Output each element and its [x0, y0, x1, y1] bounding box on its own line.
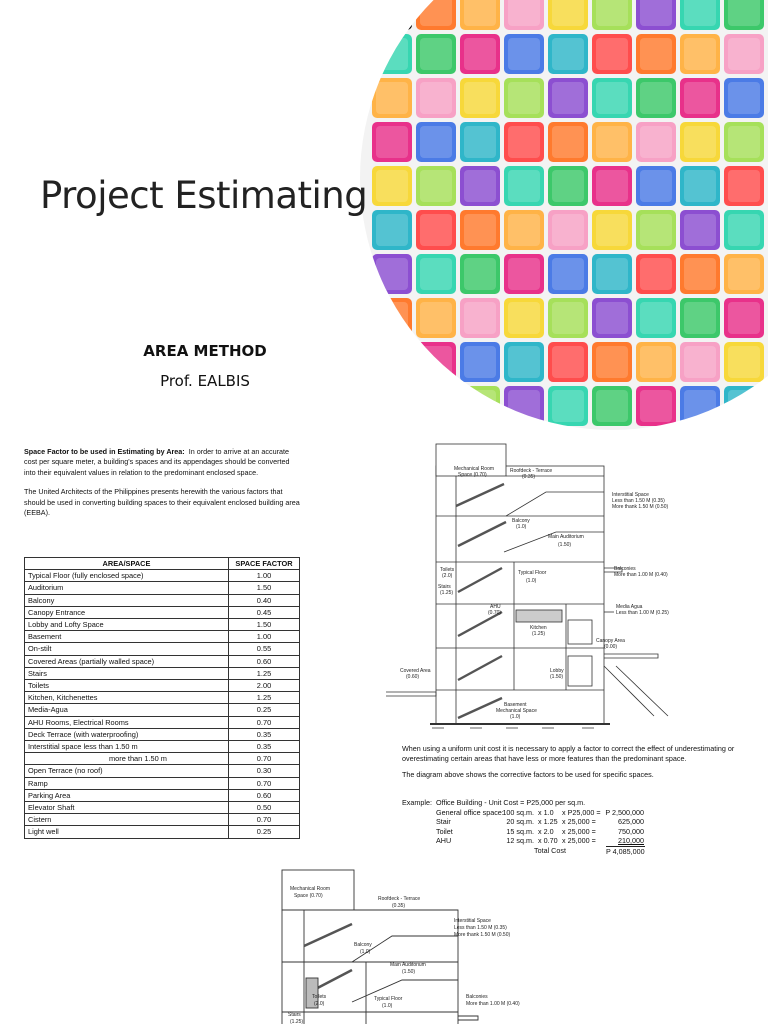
diagram2-label-balcony: Balcony [354, 942, 372, 948]
space-factor-cell: 0.70 [229, 716, 300, 728]
color-block-highlight [464, 214, 496, 246]
example-total-value: P 4,085,000 [606, 846, 645, 856]
color-block-highlight [464, 126, 496, 158]
color-block-highlight [508, 126, 540, 158]
color-block-highlight [464, 82, 496, 114]
color-block-highlight [728, 214, 760, 246]
diagram-label-covered: Covered Area [400, 668, 431, 674]
color-block-highlight [376, 82, 408, 114]
diagram-label-main-aud-factor: (1.50) [558, 542, 572, 548]
diagram-label-main-aud: Main Auditorium [548, 534, 584, 540]
table-row [25, 704, 300, 716]
diagram2-label-toilets: Toilets [312, 994, 327, 1000]
color-block-highlight [684, 346, 716, 378]
example-factor: x 1.25 [538, 817, 558, 827]
diagram-label-toilets: Toilets [440, 567, 455, 573]
diagram2-label-mech-factor: Space (0.70) [294, 893, 323, 899]
diagram-label-toilets-factor: (2.0) [442, 573, 453, 579]
example-space: General office space: [436, 807, 504, 817]
space-factor-cell: 0.25 [229, 704, 300, 716]
diagram-label-mech-factor: Space (0.70) [458, 472, 487, 478]
color-block-highlight [420, 82, 452, 114]
example-row [402, 817, 762, 827]
diagram2-label-typical-floor: Typical Floor [374, 996, 403, 1002]
diagram2-label-toilets-factor: (2.0) [314, 1001, 325, 1007]
table-row [25, 789, 300, 801]
diagram2-label-balcony-factor: (1.0) [360, 949, 371, 955]
example-row [402, 808, 762, 818]
color-block-highlight [552, 170, 584, 202]
color-block-highlight [464, 346, 496, 378]
diagram-label-typical-floor: Typical Floor [518, 570, 547, 576]
example-cost: x 25,000 = [562, 836, 596, 846]
color-block-highlight [684, 126, 716, 158]
color-block-highlight [596, 258, 628, 290]
explain-paragraph-2: The diagram above shows the corrective factors to be used for specific spaces. [402, 769, 654, 779]
color-block-highlight [640, 214, 672, 246]
diagram-label-kitchen-factor: (1.25) [532, 631, 546, 637]
space-factor-cell: 0.30 [229, 765, 300, 777]
example-factor: x 0.70 [538, 836, 558, 846]
space-factor-cell: 0.55 [229, 643, 300, 655]
color-block-highlight [728, 170, 760, 202]
diagram-label-interstitial-less: Less than 1.50 M (0.35) [612, 498, 665, 504]
diagram-label-lobby-factor: (1.50) [550, 674, 564, 680]
diagram-label-ahu-factor: (0.70) [488, 610, 502, 616]
table-row [25, 570, 300, 582]
area-space-cell: Kitchen, Kitchenettes [25, 692, 229, 704]
space-factor-cell: 1.50 [229, 582, 300, 594]
color-block-highlight [508, 38, 540, 70]
color-block-highlight [596, 38, 628, 70]
table-row [25, 765, 300, 777]
example-row [402, 827, 762, 837]
table-row [25, 619, 300, 631]
diagram-label-basement: Basement [504, 702, 527, 708]
diagram-label-ahu: AHU [490, 604, 501, 610]
area-space-cell: Covered Areas (partially walled space) [25, 655, 229, 667]
color-block-highlight [464, 38, 496, 70]
example-cost: x 25,000 = [562, 826, 596, 836]
area-space-cell: AHU Rooms, Electrical Rooms [25, 716, 229, 728]
area-space-cell: more than 1.50 m [25, 753, 229, 765]
diagram2-label-balconies-more: More than 1.00 M (0.40) [466, 1001, 520, 1007]
table-row [25, 655, 300, 667]
space-factor-cell: 1.25 [229, 692, 300, 704]
color-block-highlight [728, 38, 760, 70]
space-factor-cell: 2.00 [229, 680, 300, 692]
space-factor-cell: 0.50 [229, 802, 300, 814]
diagram-label-interstitial: Interstitial Space [612, 492, 649, 498]
title-slide [0, 0, 768, 432]
example-heading: Example: [402, 798, 432, 807]
space-factor-cell: 0.35 [229, 741, 300, 753]
color-block-highlight [420, 170, 452, 202]
diagram2-label-interstitial: Interstitial Space [454, 918, 491, 924]
table-row [25, 692, 300, 704]
color-block-highlight [684, 0, 716, 26]
example-area: 15 sq.m. [506, 826, 534, 836]
color-block-highlight [420, 258, 452, 290]
color-block-highlight [508, 170, 540, 202]
building-section-diagram [386, 436, 672, 736]
area-space-cell: Toilets [25, 680, 229, 692]
color-block-highlight [596, 170, 628, 202]
example-factor: x 2.0 [538, 826, 554, 836]
diagram-label-roofdeck-factor: (0.35) [522, 474, 536, 480]
color-block-highlight [596, 0, 628, 26]
header-space-factor: SPACE FACTOR [229, 558, 300, 570]
color-block-highlight [420, 38, 452, 70]
color-block-highlight [684, 170, 716, 202]
color-block-highlight [684, 38, 716, 70]
color-block-highlight [684, 302, 716, 334]
diagram-label-balconies: Balconies [614, 566, 636, 572]
color-block-highlight [728, 302, 760, 334]
diagram-label-stairs-factor: (1.25) [440, 590, 454, 596]
example-space: Toilet [436, 826, 453, 836]
space-factor-cell: 0.45 [229, 606, 300, 618]
color-block-highlight [640, 0, 672, 26]
slide-title: Project Estimating [40, 174, 368, 217]
diagram2-label-stairs-factor: (1.25) [290, 1019, 304, 1024]
table-row [25, 741, 300, 753]
space-factor-cell: 0.70 [229, 753, 300, 765]
area-space-cell: On-stilt [25, 643, 229, 655]
area-space-cell: Auditorium [25, 582, 229, 594]
intro-paragraph-2: The United Architects of the Philippines presents herewith the various factors that should be used in converting building spaces to their equivalent enclosed building area (EEBA). [24, 487, 300, 518]
color-block-highlight [728, 82, 760, 114]
table-header-row [25, 558, 300, 570]
color-block-highlight [552, 126, 584, 158]
color-block-highlight [420, 302, 452, 334]
space-factor-cell: 0.40 [229, 594, 300, 606]
color-block-highlight [728, 258, 760, 290]
diagram-label-media-agua: Media Agua [616, 604, 643, 610]
diagram-label-mech: Mechanical Room [454, 466, 495, 472]
color-block-highlight [640, 38, 672, 70]
color-block-highlight [640, 170, 672, 202]
color-block-highlight [376, 214, 408, 246]
diagram-label-balcony-factor: (1.0) [516, 524, 527, 530]
color-block-highlight [596, 126, 628, 158]
color-block-highlight [464, 258, 496, 290]
color-block-highlight [552, 214, 584, 246]
area-space-cell: Light well [25, 826, 229, 838]
diagram-label-balcony: Balcony [512, 518, 530, 524]
color-block-highlight [596, 346, 628, 378]
example-space: AHU [436, 836, 452, 846]
color-block-highlight [464, 0, 496, 26]
diagram-label-interstitial-more: More thank 1.50 M (0.50) [612, 504, 669, 510]
color-block-highlight [728, 0, 760, 26]
color-block-highlight [596, 82, 628, 114]
space-factor-cell: 0.60 [229, 789, 300, 801]
color-block-highlight [552, 38, 584, 70]
color-block-highlight [552, 390, 584, 422]
color-block-highlight [464, 170, 496, 202]
slide-subtitle: AREA METHOD [143, 342, 267, 360]
diagram2-label-interstitial-less: Less than 1.50 M (0.35) [454, 925, 507, 931]
table-row [25, 667, 300, 679]
table-row [25, 802, 300, 814]
example-total: 750,000 [618, 826, 644, 836]
area-space-cell: Parking Area [25, 789, 229, 801]
space-factor-table [24, 557, 300, 839]
diagram2-label-roofdeck-factor: (0.35) [392, 903, 406, 909]
space-factor-cell: 1.00 [229, 631, 300, 643]
table-row [25, 753, 300, 765]
color-block-highlight [640, 258, 672, 290]
diagram2-label-main-aud-factor: (1.50) [402, 969, 416, 975]
space-factor-cell: 0.70 [229, 777, 300, 789]
area-space-cell: Basement [25, 631, 229, 643]
area-space-cell: Ramp [25, 777, 229, 789]
color-block-highlight [508, 0, 540, 26]
color-block-highlight [508, 302, 540, 334]
example-cost: x 25,000 = [562, 817, 596, 827]
diagram-label-basement-mech: Mechanical Space [496, 708, 537, 714]
color-block-highlight [596, 302, 628, 334]
space-factor-cell: 0.60 [229, 655, 300, 667]
space-factor-cell: 0.25 [229, 826, 300, 838]
explanation-text [402, 744, 754, 785]
area-space-cell: Deck Terrace (with waterproofing) [25, 728, 229, 740]
example-total: 625,000 [618, 817, 644, 827]
color-block-highlight [640, 346, 672, 378]
table-row [25, 728, 300, 740]
diagram-label-balconies-more: More than 1.00 M (0.40) [614, 572, 668, 578]
building-section-diagram-repeat [226, 866, 526, 1024]
color-block-highlight [596, 214, 628, 246]
table-row [25, 777, 300, 789]
diagram-label-basement-factor: (1.0) [510, 714, 521, 720]
table-row [25, 814, 300, 826]
diagram2-label-mech: Mechanical Room [290, 886, 331, 892]
table-row [25, 606, 300, 618]
color-block-highlight [728, 346, 760, 378]
area-space-cell: Open Terrace (no roof) [25, 765, 229, 777]
color-block-highlight [508, 214, 540, 246]
area-space-cell: Interstitial space less than 1.50 m [25, 741, 229, 753]
diagram2-label-interstitial-more: More thank 1.50 M (0.50) [454, 932, 511, 938]
color-block-highlight [552, 82, 584, 114]
table-row [25, 826, 300, 838]
table-row [25, 631, 300, 643]
intro-text [24, 447, 300, 527]
color-block-highlight [508, 258, 540, 290]
table-row [25, 643, 300, 655]
space-factor-cell: 1.50 [229, 619, 300, 631]
slide-author: Prof. EALBIS [160, 372, 250, 390]
example-factor: x 1.0 [538, 807, 554, 817]
color-block-highlight [596, 390, 628, 422]
area-space-cell: Stairs [25, 667, 229, 679]
example-space: Stair [436, 817, 451, 827]
color-block-highlight [376, 170, 408, 202]
color-block-highlight [640, 82, 672, 114]
color-block-highlight [420, 126, 452, 158]
color-block-highlight [508, 346, 540, 378]
example-area: 12 sq.m. [506, 836, 534, 846]
diagram2-label-main-aud: Main Auditorium [390, 962, 426, 968]
color-block-highlight [552, 0, 584, 26]
example-building: Office Building - Unit Cost = P25,000 per sq.m. [436, 798, 586, 807]
color-block-highlight [420, 214, 452, 246]
color-block-highlight [640, 302, 672, 334]
diagram-label-covered-factor: (0.60) [406, 674, 420, 680]
diagram-label-canopy-factor: (0.00) [604, 644, 618, 650]
diagram-label-media-agua-less: Less than 1.00 M (0.25) [616, 610, 669, 616]
diagram-label-kitchen: Kitchen [530, 625, 547, 631]
area-space-cell: Media-Agua [25, 704, 229, 716]
space-factor-cell: 0.70 [229, 814, 300, 826]
cost-example [402, 798, 762, 856]
table-row [25, 582, 300, 594]
area-space-cell: Balcony [25, 594, 229, 606]
example-total: P 2,500,000 [605, 807, 644, 817]
diagram-label-roofdeck: Roofdeck - Terrace [510, 468, 553, 474]
color-block-highlight [552, 302, 584, 334]
diagram2-label-stairs: Stairs [288, 1012, 301, 1018]
diagram2-label-balconies: Balconies [466, 994, 488, 1000]
example-area: 20 sq.m. [506, 817, 534, 827]
diagram-label-lobby: Lobby [550, 668, 564, 674]
intro-heading: Space Factor to be used in Estimating by Area: [24, 447, 185, 456]
diagram2-label-roofdeck: Roofdeck - Terrace [378, 896, 421, 902]
diagram-label-stairs: Stairs [438, 584, 451, 590]
area-space-cell: Lobby and Lofty Space [25, 619, 229, 631]
color-block-highlight [640, 390, 672, 422]
example-row [402, 836, 762, 846]
example-total: 210,000 [618, 836, 644, 846]
space-factor-cell: 1.25 [229, 667, 300, 679]
color-block-highlight [552, 258, 584, 290]
color-block-highlight [508, 82, 540, 114]
space-factor-cell: 1.00 [229, 570, 300, 582]
header-area-space: AREA/SPACE [25, 558, 229, 570]
diagram-label-typical-floor-factor: (1.0) [526, 578, 537, 584]
intro-paragraph-1 [24, 447, 300, 478]
area-space-cell: Elevator Shaft [25, 802, 229, 814]
table-row [25, 680, 300, 692]
color-block-highlight [376, 126, 408, 158]
explain-paragraph-1: When using a uniform unit cost it is necessary to apply a factor to correct the effect of underestimating or overestimating certain areas that have less or more features than the predominant space. [402, 744, 735, 763]
color-block-highlight [552, 346, 584, 378]
area-space-cell: Cistern [25, 814, 229, 826]
color-block-highlight [464, 302, 496, 334]
table-row [25, 716, 300, 728]
example-cost: x P25,000 = [562, 807, 601, 817]
diagram2-label-typical-floor-factor: (1.0) [382, 1003, 393, 1009]
color-block-highlight [684, 214, 716, 246]
table-row [25, 594, 300, 606]
example-total-row [402, 846, 762, 856]
diagram-label-canopy: Canopy Area [596, 638, 625, 644]
color-block-highlight [640, 126, 672, 158]
example-area: 100 sq.m. [502, 807, 534, 817]
color-block-highlight [728, 126, 760, 158]
intro-para1-text: In order to arrive at an accurate cost per square meter, a building's spaces and its appendages should be converted into their equivalent values in relation to the predominant enclosed space. [24, 447, 290, 477]
example-heading-row [402, 798, 762, 808]
area-space-cell: Typical Floor (fully enclosed space) [25, 570, 229, 582]
color-block-highlight [684, 82, 716, 114]
area-space-cell: Canopy Entrance [25, 606, 229, 618]
example-total-label: Total Cost [534, 845, 566, 855]
space-factor-cell: 0.35 [229, 728, 300, 740]
color-block-highlight [684, 258, 716, 290]
